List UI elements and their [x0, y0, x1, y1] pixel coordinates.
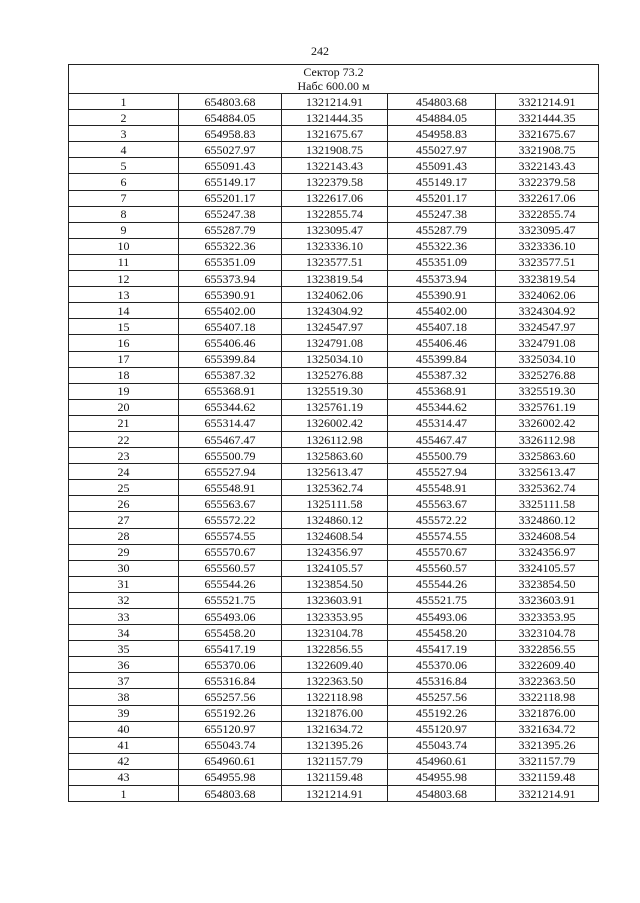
table-row — [69, 126, 599, 142]
x2-coordinate-cell: 455572.22 — [388, 512, 496, 528]
x2-coordinate-cell: 455368.91 — [388, 383, 496, 399]
point-number-cell: 20 — [69, 399, 179, 415]
x2-coordinate-cell: 455500.79 — [388, 448, 496, 464]
y2-coordinate-cell: 3321214.91 — [496, 94, 599, 110]
x2-coordinate-cell: 455467.47 — [388, 431, 496, 447]
y-coordinate-cell: 1326002.42 — [282, 415, 388, 431]
x-coordinate-cell: 655192.26 — [179, 705, 282, 721]
coordinates-table — [68, 64, 599, 802]
y-coordinate-cell: 1321876.00 — [282, 705, 388, 721]
x2-coordinate-cell: 455544.26 — [388, 576, 496, 592]
x-coordinate-cell: 655287.79 — [179, 222, 282, 238]
x2-coordinate-cell: 455390.91 — [388, 287, 496, 303]
point-number-cell: 24 — [69, 464, 179, 480]
sector-title: Сектор 73.2 — [303, 65, 364, 79]
x-coordinate-cell: 654960.61 — [179, 753, 282, 769]
table-row — [69, 592, 599, 608]
x-coordinate-cell: 655467.47 — [179, 431, 282, 447]
x2-coordinate-cell: 455370.06 — [388, 657, 496, 673]
table-row — [69, 254, 599, 270]
x2-coordinate-cell: 455201.17 — [388, 190, 496, 206]
y2-coordinate-cell: 3322855.74 — [496, 206, 599, 222]
x2-coordinate-cell: 455192.26 — [388, 705, 496, 721]
y-coordinate-cell: 1323104.78 — [282, 625, 388, 641]
y-coordinate-cell: 1322609.40 — [282, 657, 388, 673]
y2-coordinate-cell: 3326112.98 — [496, 431, 599, 447]
y-coordinate-cell: 1321675.67 — [282, 126, 388, 142]
y2-coordinate-cell: 3321876.00 — [496, 705, 599, 721]
y2-coordinate-cell: 3323336.10 — [496, 238, 599, 254]
x2-coordinate-cell: 454803.68 — [388, 94, 496, 110]
point-number-cell: 10 — [69, 238, 179, 254]
point-number-cell: 11 — [69, 254, 179, 270]
x-coordinate-cell: 655316.84 — [179, 673, 282, 689]
table-row — [69, 609, 599, 625]
y2-coordinate-cell: 3323854.50 — [496, 576, 599, 592]
x2-coordinate-cell: 455351.09 — [388, 254, 496, 270]
point-number-cell: 31 — [69, 576, 179, 592]
point-number-cell: 16 — [69, 335, 179, 351]
x-coordinate-cell: 655120.97 — [179, 721, 282, 737]
y-coordinate-cell: 1325034.10 — [282, 351, 388, 367]
x2-coordinate-cell: 454958.83 — [388, 126, 496, 142]
y-coordinate-cell: 1325362.74 — [282, 480, 388, 496]
y2-coordinate-cell: 3322118.98 — [496, 689, 599, 705]
x-coordinate-cell: 655493.06 — [179, 609, 282, 625]
y2-coordinate-cell: 3321159.48 — [496, 769, 599, 785]
x2-coordinate-cell: 455247.38 — [388, 206, 496, 222]
y2-coordinate-cell: 3323353.95 — [496, 609, 599, 625]
y-coordinate-cell: 1325613.47 — [282, 464, 388, 480]
x-coordinate-cell: 655544.26 — [179, 576, 282, 592]
y-coordinate-cell: 1322363.50 — [282, 673, 388, 689]
y-coordinate-cell: 1324062.06 — [282, 287, 388, 303]
x2-coordinate-cell: 455027.97 — [388, 142, 496, 158]
y-coordinate-cell: 1322855.74 — [282, 206, 388, 222]
y-coordinate-cell: 1321395.26 — [282, 737, 388, 753]
y-coordinate-cell: 1323603.91 — [282, 592, 388, 608]
y2-coordinate-cell: 3324791.08 — [496, 335, 599, 351]
y2-coordinate-cell: 3323577.51 — [496, 254, 599, 270]
x-coordinate-cell: 655201.17 — [179, 190, 282, 206]
table-row — [69, 190, 599, 206]
point-number-cell: 22 — [69, 431, 179, 447]
table-title-cell — [69, 65, 599, 94]
y-coordinate-cell: 1324304.92 — [282, 303, 388, 319]
y-coordinate-cell: 1322118.98 — [282, 689, 388, 705]
y-coordinate-cell: 1325519.30 — [282, 383, 388, 399]
y2-coordinate-cell: 3321214.91 — [496, 786, 599, 802]
x2-coordinate-cell: 455521.75 — [388, 592, 496, 608]
point-number-cell: 36 — [69, 657, 179, 673]
x-coordinate-cell: 655527.94 — [179, 464, 282, 480]
y-coordinate-cell: 1321214.91 — [282, 786, 388, 802]
point-number-cell: 37 — [69, 673, 179, 689]
x2-coordinate-cell: 455548.91 — [388, 480, 496, 496]
x2-coordinate-cell: 455399.84 — [388, 351, 496, 367]
table-row — [69, 673, 599, 689]
point-number-cell: 1 — [69, 94, 179, 110]
y2-coordinate-cell: 3322363.50 — [496, 673, 599, 689]
y2-coordinate-cell: 3324356.97 — [496, 544, 599, 560]
table-row — [69, 238, 599, 254]
y2-coordinate-cell: 3321157.79 — [496, 753, 599, 769]
x2-coordinate-cell: 455373.94 — [388, 271, 496, 287]
x2-coordinate-cell: 455574.55 — [388, 528, 496, 544]
y2-coordinate-cell: 3325863.60 — [496, 448, 599, 464]
y2-coordinate-cell: 3321634.72 — [496, 721, 599, 737]
point-number-cell: 30 — [69, 560, 179, 576]
page-number: 242 — [311, 44, 329, 58]
point-number-cell: 12 — [69, 271, 179, 287]
table-row — [69, 480, 599, 496]
point-number-cell: 39 — [69, 705, 179, 721]
y2-coordinate-cell: 3324304.92 — [496, 303, 599, 319]
y2-coordinate-cell: 3321444.35 — [496, 110, 599, 126]
y2-coordinate-cell: 3321395.26 — [496, 737, 599, 753]
point-number-cell: 6 — [69, 174, 179, 190]
y-coordinate-cell: 1321908.75 — [282, 142, 388, 158]
table-row — [69, 174, 599, 190]
table-row — [69, 769, 599, 785]
point-number-cell: 3 — [69, 126, 179, 142]
x2-coordinate-cell: 455043.74 — [388, 737, 496, 753]
x2-coordinate-cell: 455560.57 — [388, 560, 496, 576]
x-coordinate-cell: 655570.67 — [179, 544, 282, 560]
y-coordinate-cell: 1321444.35 — [282, 110, 388, 126]
x-coordinate-cell: 655406.46 — [179, 335, 282, 351]
table-row — [69, 705, 599, 721]
point-number-cell: 29 — [69, 544, 179, 560]
x-coordinate-cell: 655344.62 — [179, 399, 282, 415]
x-coordinate-cell: 655458.20 — [179, 625, 282, 641]
point-number-cell: 28 — [69, 528, 179, 544]
y2-coordinate-cell: 3321675.67 — [496, 126, 599, 142]
table-row — [69, 560, 599, 576]
x2-coordinate-cell: 455527.94 — [388, 464, 496, 480]
x-coordinate-cell: 655387.32 — [179, 367, 282, 383]
table-row — [69, 319, 599, 335]
y2-coordinate-cell: 3325613.47 — [496, 464, 599, 480]
table-row — [69, 496, 599, 512]
point-number-cell: 33 — [69, 609, 179, 625]
point-number-cell: 25 — [69, 480, 179, 496]
table-row — [69, 335, 599, 351]
y2-coordinate-cell: 3322379.58 — [496, 174, 599, 190]
table-row — [69, 657, 599, 673]
table-row — [69, 641, 599, 657]
y2-coordinate-cell: 3325519.30 — [496, 383, 599, 399]
x2-coordinate-cell: 455387.32 — [388, 367, 496, 383]
x2-coordinate-cell: 455417.19 — [388, 641, 496, 657]
point-number-cell: 40 — [69, 721, 179, 737]
point-number-cell: 1 — [69, 786, 179, 802]
point-number-cell: 43 — [69, 769, 179, 785]
x-coordinate-cell: 655574.55 — [179, 528, 282, 544]
y2-coordinate-cell: 3323095.47 — [496, 222, 599, 238]
y2-coordinate-cell: 3322617.06 — [496, 190, 599, 206]
x-coordinate-cell: 655572.22 — [179, 512, 282, 528]
table-row — [69, 94, 599, 110]
y2-coordinate-cell: 3324062.06 — [496, 287, 599, 303]
x-coordinate-cell: 655247.38 — [179, 206, 282, 222]
table-row — [69, 625, 599, 641]
x-coordinate-cell: 655373.94 — [179, 271, 282, 287]
y-coordinate-cell: 1322379.58 — [282, 174, 388, 190]
x2-coordinate-cell: 455406.46 — [388, 335, 496, 351]
x2-coordinate-cell: 455287.79 — [388, 222, 496, 238]
x2-coordinate-cell: 455407.18 — [388, 319, 496, 335]
x2-coordinate-cell: 455458.20 — [388, 625, 496, 641]
x-coordinate-cell: 655548.91 — [179, 480, 282, 496]
y2-coordinate-cell: 3325111.58 — [496, 496, 599, 512]
x-coordinate-cell: 655091.43 — [179, 158, 282, 174]
x-coordinate-cell: 655399.84 — [179, 351, 282, 367]
table-row — [69, 544, 599, 560]
x-coordinate-cell: 654803.68 — [179, 94, 282, 110]
table-row — [69, 576, 599, 592]
table-row — [69, 222, 599, 238]
point-number-cell: 17 — [69, 351, 179, 367]
x-coordinate-cell: 655314.47 — [179, 415, 282, 431]
y-coordinate-cell: 1322856.55 — [282, 641, 388, 657]
x-coordinate-cell: 655149.17 — [179, 174, 282, 190]
y-coordinate-cell: 1322143.43 — [282, 158, 388, 174]
table-row — [69, 448, 599, 464]
table-row — [69, 271, 599, 287]
table-row — [69, 206, 599, 222]
y-coordinate-cell: 1325863.60 — [282, 448, 388, 464]
point-number-cell: 27 — [69, 512, 179, 528]
x2-coordinate-cell: 455570.67 — [388, 544, 496, 560]
x2-coordinate-cell: 455316.84 — [388, 673, 496, 689]
x2-coordinate-cell: 455091.43 — [388, 158, 496, 174]
y-coordinate-cell: 1321634.72 — [282, 721, 388, 737]
point-number-cell: 32 — [69, 592, 179, 608]
point-number-cell: 5 — [69, 158, 179, 174]
y-coordinate-cell: 1323353.95 — [282, 609, 388, 625]
table-row — [69, 351, 599, 367]
y-coordinate-cell: 1323095.47 — [282, 222, 388, 238]
table-row — [69, 737, 599, 753]
x2-coordinate-cell: 455257.56 — [388, 689, 496, 705]
table-row — [69, 431, 599, 447]
table-row — [69, 399, 599, 415]
y-coordinate-cell: 1324547.97 — [282, 319, 388, 335]
point-number-cell: 34 — [69, 625, 179, 641]
x2-coordinate-cell: 455344.62 — [388, 399, 496, 415]
point-number-cell: 35 — [69, 641, 179, 657]
y2-coordinate-cell: 3322609.40 — [496, 657, 599, 673]
x-coordinate-cell: 655257.56 — [179, 689, 282, 705]
table-row — [69, 142, 599, 158]
point-number-cell: 7 — [69, 190, 179, 206]
table-row — [69, 721, 599, 737]
x2-coordinate-cell: 455402.00 — [388, 303, 496, 319]
x2-coordinate-cell: 455322.36 — [388, 238, 496, 254]
point-number-cell: 13 — [69, 287, 179, 303]
table-row — [69, 464, 599, 480]
y-coordinate-cell: 1324356.97 — [282, 544, 388, 560]
x-coordinate-cell: 655417.19 — [179, 641, 282, 657]
x-coordinate-cell: 655407.18 — [179, 319, 282, 335]
y2-coordinate-cell: 3325761.19 — [496, 399, 599, 415]
y-coordinate-cell: 1324860.12 — [282, 512, 388, 528]
y2-coordinate-cell: 3325362.74 — [496, 480, 599, 496]
y-coordinate-cell: 1323336.10 — [282, 238, 388, 254]
x-coordinate-cell: 655500.79 — [179, 448, 282, 464]
x-coordinate-cell: 655322.36 — [179, 238, 282, 254]
x2-coordinate-cell: 455120.97 — [388, 721, 496, 737]
y-coordinate-cell: 1321157.79 — [282, 753, 388, 769]
y-coordinate-cell: 1326112.98 — [282, 431, 388, 447]
y2-coordinate-cell: 3321908.75 — [496, 142, 599, 158]
y-coordinate-cell: 1321214.91 — [282, 94, 388, 110]
y-coordinate-cell: 1325276.88 — [282, 367, 388, 383]
y2-coordinate-cell: 3323104.78 — [496, 625, 599, 641]
point-number-cell: 8 — [69, 206, 179, 222]
table-row — [69, 110, 599, 126]
x-coordinate-cell: 654955.98 — [179, 769, 282, 785]
point-number-cell: 26 — [69, 496, 179, 512]
point-number-cell: 38 — [69, 689, 179, 705]
y-coordinate-cell: 1322617.06 — [282, 190, 388, 206]
x-coordinate-cell: 654803.68 — [179, 786, 282, 802]
x-coordinate-cell: 654958.83 — [179, 126, 282, 142]
y2-coordinate-cell: 3325034.10 — [496, 351, 599, 367]
table-row — [69, 287, 599, 303]
point-number-cell: 19 — [69, 383, 179, 399]
x-coordinate-cell: 655521.75 — [179, 592, 282, 608]
x-coordinate-cell: 655390.91 — [179, 287, 282, 303]
x2-coordinate-cell: 455149.17 — [388, 174, 496, 190]
x2-coordinate-cell: 454955.98 — [388, 769, 496, 785]
y-coordinate-cell: 1321159.48 — [282, 769, 388, 785]
point-number-cell: 42 — [69, 753, 179, 769]
y-coordinate-cell: 1324608.54 — [282, 528, 388, 544]
x-coordinate-cell: 655368.91 — [179, 383, 282, 399]
table-title-row — [69, 65, 599, 94]
table-row — [69, 303, 599, 319]
x2-coordinate-cell: 455563.67 — [388, 496, 496, 512]
y-coordinate-cell: 1325111.58 — [282, 496, 388, 512]
y2-coordinate-cell: 3326002.42 — [496, 415, 599, 431]
x-coordinate-cell: 655351.09 — [179, 254, 282, 270]
x-coordinate-cell: 654884.05 — [179, 110, 282, 126]
point-number-cell: 21 — [69, 415, 179, 431]
y-coordinate-cell: 1324105.57 — [282, 560, 388, 576]
y-coordinate-cell: 1324791.08 — [282, 335, 388, 351]
x-coordinate-cell: 655043.74 — [179, 737, 282, 753]
y2-coordinate-cell: 3324105.57 — [496, 560, 599, 576]
x-coordinate-cell: 655027.97 — [179, 142, 282, 158]
x2-coordinate-cell: 454960.61 — [388, 753, 496, 769]
y2-coordinate-cell: 3325276.88 — [496, 367, 599, 383]
table-row — [69, 753, 599, 769]
point-number-cell: 9 — [69, 222, 179, 238]
point-number-cell: 23 — [69, 448, 179, 464]
x-coordinate-cell: 655402.00 — [179, 303, 282, 319]
table-row — [69, 415, 599, 431]
y-coordinate-cell: 1323577.51 — [282, 254, 388, 270]
y2-coordinate-cell: 3324608.54 — [496, 528, 599, 544]
y-coordinate-cell: 1323854.50 — [282, 576, 388, 592]
x-coordinate-cell: 655370.06 — [179, 657, 282, 673]
x2-coordinate-cell: 455493.06 — [388, 609, 496, 625]
point-number-cell: 18 — [69, 367, 179, 383]
table-row — [69, 367, 599, 383]
y2-coordinate-cell: 3324547.97 — [496, 319, 599, 335]
point-number-cell: 2 — [69, 110, 179, 126]
point-number-cell: 15 — [69, 319, 179, 335]
y2-coordinate-cell: 3322143.43 — [496, 158, 599, 174]
y2-coordinate-cell: 3323603.91 — [496, 592, 599, 608]
elevation-subtitle: Набс 600.00 м — [297, 79, 370, 93]
x2-coordinate-cell: 455314.47 — [388, 415, 496, 431]
x2-coordinate-cell: 454884.05 — [388, 110, 496, 126]
point-number-cell: 14 — [69, 303, 179, 319]
table-row — [69, 158, 599, 174]
x2-coordinate-cell: 454803.68 — [388, 786, 496, 802]
table-row — [69, 689, 599, 705]
point-number-cell: 4 — [69, 142, 179, 158]
point-number-cell: 41 — [69, 737, 179, 753]
table-row — [69, 528, 599, 544]
x-coordinate-cell: 655560.57 — [179, 560, 282, 576]
coordinates-table-body — [69, 65, 599, 802]
table-row — [69, 786, 599, 802]
y-coordinate-cell: 1325761.19 — [282, 399, 388, 415]
table-row — [69, 512, 599, 528]
table-row — [69, 383, 599, 399]
y-coordinate-cell: 1323819.54 — [282, 271, 388, 287]
y2-coordinate-cell: 3324860.12 — [496, 512, 599, 528]
y2-coordinate-cell: 3322856.55 — [496, 641, 599, 657]
x-coordinate-cell: 655563.67 — [179, 496, 282, 512]
y2-coordinate-cell: 3323819.54 — [496, 271, 599, 287]
